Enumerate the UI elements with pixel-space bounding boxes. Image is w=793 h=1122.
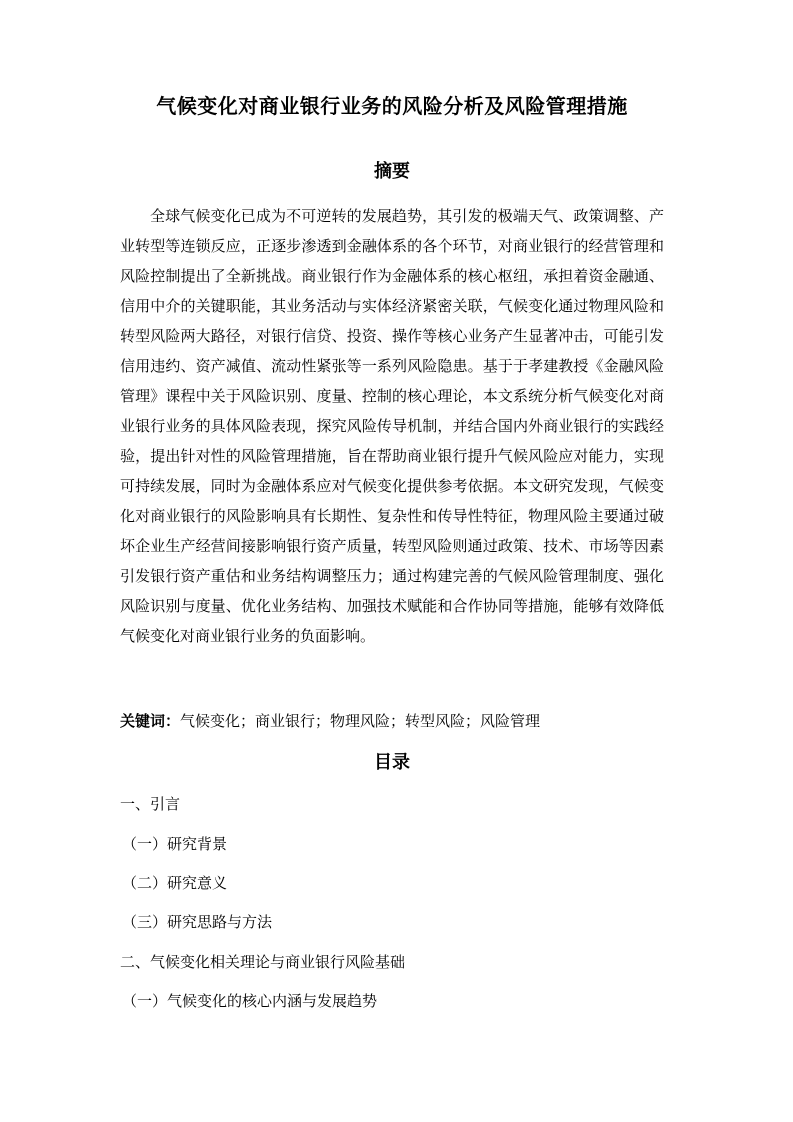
toc-heading: 目录 — [374, 752, 410, 773]
keywords-label: 关键词： — [120, 712, 181, 730]
keywords-line — [120, 706, 664, 736]
toc-item-introduction[interactable]: 一、引言 — [120, 795, 181, 813]
abstract-body: 全球气候变化已成为不可逆转的发展趋势，其引发的极端天气、政策调整、产业转型等连锁反应，正逐步渗透到金融体系的各个环节，对商业银行的经营管理和风险控制提出了全新挑战。商业银行作为金融体系的核心枢纽，承担着资金融通、信用中介的关键职能，其业务活动与实体经济紧密关联，气候变化通过物理风险和转型风险两大路径，对银行信贷、投资、操作等核心业务产生显著冲击，可能引发信用违约、资产减值、流动性紧张等一系列风险隐患。基于于孝建教授《金融风险管理》课程中关于风险识别、度量、控制的核心理论，本文系统分析气候变化对商业银行业务的具体风险表现，探究风险传导机制，并结合国内外商业银行的实践经验，提出针对性的风险管理措施，旨在帮助商业银行提升气候风险应对能力，实现可持续发展，同时为金融体系应对气候变化提供参考依据。本文研究发现，气候变化对商业银行的风险影响具有长期性、复杂性和传导性特征，物理风险主要通过破坏企业生产经营间接影响银行资产质量，转型风险则通过政策、技术、市场等因素引发银行资产重估和业务结构调整压力；通过构建完善的气候风险管理制度、强化风险识别与度量、优化业务结构、加强技术赋能和合作协同等措施，能够有效降低气候变化对商业银行业务的负面影响。 — [120, 207, 664, 645]
toc-item-research-approach[interactable]: （三）研究思路与方法 — [122, 913, 273, 931]
toc-item-climate-connotation[interactable]: （一）气候变化的核心内涵与发展趋势 — [122, 992, 378, 1010]
toc-item-theory-basis[interactable]: 二、气候变化相关理论与商业银行风险基础 — [120, 953, 406, 971]
paper-title: 气候变化对商业银行业务的风险分析及风险管理措施 — [156, 94, 628, 118]
keywords-text: 气候变化；商业银行；物理风险；转型风险；风险管理 — [180, 712, 541, 730]
abstract-heading: 摘要 — [374, 161, 410, 182]
toc-item-research-significance[interactable]: （二）研究意义 — [122, 874, 228, 892]
toc-item-research-background[interactable]: （一）研究背景 — [122, 835, 228, 853]
